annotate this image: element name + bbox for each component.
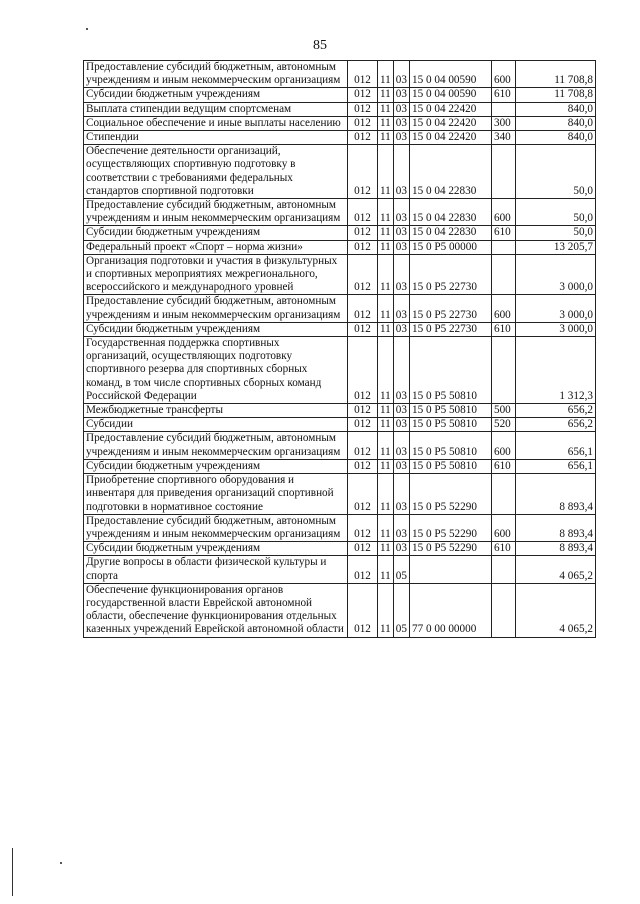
row-amount: 4 065,2 [515,556,595,583]
row-grbs-code: 012 [348,116,378,130]
table-row [84,432,596,459]
row-target-article: 15 0 P5 22730 [409,254,491,295]
row-name: Выплата стипендии ведущим спортсменам [84,102,348,116]
row-expense-type [491,254,515,295]
row-name: Субсидии [84,418,348,432]
row-subsection-code: 03 [393,295,409,322]
row-subsection-code: 03 [393,145,409,199]
row-grbs-code: 012 [348,337,378,404]
scan-dot [86,28,88,30]
row-section-code: 11 [378,102,394,116]
row-subsection-code: 03 [393,418,409,432]
row-target-article: 15 0 P5 22730 [409,295,491,322]
row-expense-type: 600 [491,61,515,88]
row-name: Субсидии бюджетным учреждениям [84,459,348,473]
row-subsection-code: 05 [393,583,409,637]
table-row [84,474,596,515]
row-amount: 11 708,8 [515,88,595,102]
row-amount: 840,0 [515,131,595,145]
row-expense-type [491,556,515,583]
row-grbs-code: 012 [348,145,378,199]
row-section-code: 11 [378,459,394,473]
row-target-article: 15 0 P5 50810 [409,459,491,473]
row-amount: 13 205,7 [515,240,595,254]
row-target-article: 15 0 04 22830 [409,145,491,199]
table-row [84,199,596,226]
table-row [84,226,596,240]
row-section-code: 11 [378,583,394,637]
row-section-code: 11 [378,556,394,583]
row-amount: 656,1 [515,432,595,459]
row-section-code: 11 [378,88,394,102]
row-expense-type: 520 [491,418,515,432]
row-grbs-code: 012 [348,102,378,116]
row-subsection-code: 03 [393,337,409,404]
row-grbs-code: 012 [348,254,378,295]
row-name: Другие вопросы в области физической культуры и спорта [84,556,348,583]
row-section-code: 11 [378,240,394,254]
row-amount: 8 893,4 [515,474,595,515]
row-section-code: 11 [378,404,394,418]
row-expense-type: 610 [491,322,515,336]
row-expense-type: 610 [491,88,515,102]
row-amount: 3 000,0 [515,322,595,336]
row-target-article: 15 0 04 22830 [409,226,491,240]
row-section-code: 11 [378,226,394,240]
row-expense-type [491,145,515,199]
row-grbs-code: 012 [348,322,378,336]
row-target-article: 15 0 P5 52290 [409,542,491,556]
table-row [84,542,596,556]
margin-line [12,848,13,896]
row-grbs-code: 012 [348,418,378,432]
row-section-code: 11 [378,61,394,88]
table-row [84,145,596,199]
row-name: Предоставление субсидий бюджетным, автономным учреждениям и иным некоммерческим организациям [84,199,348,226]
row-target-article: 15 0 04 22420 [409,131,491,145]
row-expense-type: 340 [491,131,515,145]
row-section-code: 11 [378,418,394,432]
table-row [84,556,596,583]
row-target-article: 15 0 04 22830 [409,199,491,226]
row-name: Социальное обеспечение и иные выплаты населению [84,116,348,130]
row-target-article: 15 0 P5 52290 [409,474,491,515]
row-subsection-code: 03 [393,404,409,418]
row-expense-type: 610 [491,542,515,556]
row-grbs-code: 012 [348,61,378,88]
row-target-article: 15 0 P5 00000 [409,240,491,254]
row-name: Стипендии [84,131,348,145]
table-row [84,583,596,637]
row-name: Предоставление субсидий бюджетным, автономным учреждениям и иным некоммерческим организациям [84,295,348,322]
table-row [84,254,596,295]
row-target-article: 77 0 00 00000 [409,583,491,637]
row-grbs-code: 012 [348,542,378,556]
row-subsection-code: 03 [393,102,409,116]
row-section-code: 11 [378,145,394,199]
row-amount: 8 893,4 [515,514,595,541]
row-target-article: 15 0 P5 50810 [409,337,491,404]
row-section-code: 11 [378,199,394,226]
row-amount: 50,0 [515,226,595,240]
row-subsection-code: 03 [393,61,409,88]
row-amount: 50,0 [515,199,595,226]
row-amount: 50,0 [515,145,595,199]
table-row [84,240,596,254]
row-target-article: 15 0 04 22420 [409,116,491,130]
row-expense-type [491,337,515,404]
row-subsection-code: 03 [393,131,409,145]
row-grbs-code: 012 [348,199,378,226]
row-grbs-code: 012 [348,556,378,583]
row-name: Субсидии бюджетным учреждениям [84,542,348,556]
table-row [84,116,596,130]
table-row [84,418,596,432]
row-subsection-code: 03 [393,240,409,254]
row-subsection-code: 03 [393,474,409,515]
row-target-article: 15 0 P5 22730 [409,322,491,336]
row-target-article: 15 0 P5 50810 [409,432,491,459]
row-section-code: 11 [378,254,394,295]
row-name: Приобретение спортивного оборудования и инвентаря для приведения организаций спортивной подготовки в нормативное состояние [84,474,348,515]
row-name: Предоставление субсидий бюджетным, автономным учреждениям и иным некоммерческим организациям [84,61,348,88]
row-expense-type: 600 [491,199,515,226]
row-section-code: 11 [378,474,394,515]
row-target-article [409,556,491,583]
row-subsection-code: 03 [393,322,409,336]
row-section-code: 11 [378,295,394,322]
row-grbs-code: 012 [348,459,378,473]
row-section-code: 11 [378,322,394,336]
page-number: 85 [313,38,327,53]
row-section-code: 11 [378,116,394,130]
table-row [84,337,596,404]
row-expense-type: 600 [491,514,515,541]
row-grbs-code: 012 [348,432,378,459]
row-name: Межбюджетные трансферты [84,404,348,418]
row-amount: 840,0 [515,116,595,130]
row-name: Федеральный проект «Спорт – норма жизни» [84,240,348,254]
row-name: Предоставление субсидий бюджетным, автономным учреждениям и иным некоммерческим организациям [84,514,348,541]
row-grbs-code: 012 [348,131,378,145]
row-expense-type: 600 [491,295,515,322]
table-row [84,404,596,418]
row-section-code: 11 [378,337,394,404]
row-expense-type: 600 [491,432,515,459]
table-row [84,131,596,145]
row-target-article: 15 0 P5 52290 [409,514,491,541]
table-row [84,88,596,102]
row-amount: 656,2 [515,418,595,432]
table-row [84,61,596,88]
row-grbs-code: 012 [348,404,378,418]
row-grbs-code: 012 [348,226,378,240]
row-subsection-code: 05 [393,556,409,583]
row-target-article: 15 0 04 00590 [409,88,491,102]
table-row [84,459,596,473]
scan-dot [60,862,62,864]
row-subsection-code: 03 [393,254,409,295]
row-grbs-code: 012 [348,474,378,515]
row-amount: 11 708,8 [515,61,595,88]
row-amount: 656,1 [515,459,595,473]
row-subsection-code: 03 [393,199,409,226]
row-name: Обеспечение деятельности организаций, осуществляющих спортивную подготовку в соответствии с требованиями федеральных стандартов спортивной подготовки [84,145,348,199]
row-grbs-code: 012 [348,88,378,102]
row-grbs-code: 012 [348,295,378,322]
row-expense-type [491,102,515,116]
row-expense-type: 500 [491,404,515,418]
row-name: Обеспечение функционирования органов государственной власти Еврейской автономной области, обеспечение функционирования отдельных казенных учреждений Еврейской автономной области [84,583,348,637]
row-expense-type: 610 [491,459,515,473]
row-section-code: 11 [378,432,394,459]
row-target-article: 15 0 04 22420 [409,102,491,116]
row-subsection-code: 03 [393,542,409,556]
table-row [84,102,596,116]
table-row [84,295,596,322]
row-subsection-code: 03 [393,226,409,240]
table-row [84,514,596,541]
row-name: Субсидии бюджетным учреждениям [84,88,348,102]
row-grbs-code: 012 [348,240,378,254]
row-section-code: 11 [378,542,394,556]
row-amount: 656,2 [515,404,595,418]
row-expense-type [491,240,515,254]
row-grbs-code: 012 [348,514,378,541]
row-expense-type: 300 [491,116,515,130]
row-section-code: 11 [378,514,394,541]
row-name: Субсидии бюджетным учреждениям [84,322,348,336]
table-row [84,322,596,336]
row-subsection-code: 03 [393,88,409,102]
row-target-article: 15 0 P5 50810 [409,418,491,432]
row-amount: 3 000,0 [515,254,595,295]
row-subsection-code: 03 [393,116,409,130]
budget-table-body [84,61,596,638]
row-subsection-code: 03 [393,514,409,541]
row-subsection-code: 03 [393,432,409,459]
row-name: Государственная поддержка спортивных организаций, осуществляющих подготовку спортивного резерва для спортивных сборных команд, в том числе спортивных сборных команд Российской Федерации [84,337,348,404]
row-name: Предоставление субсидий бюджетным, автономным учреждениям и иным некоммерческим организациям [84,432,348,459]
row-amount: 1 312,3 [515,337,595,404]
row-subsection-code: 03 [393,459,409,473]
row-grbs-code: 012 [348,583,378,637]
row-name: Организация подготовки и участия в физкультурных и спортивных мероприятиях межрегионального, всероссийского и международного уровней [84,254,348,295]
row-amount: 8 893,4 [515,542,595,556]
row-name: Субсидии бюджетным учреждениям [84,226,348,240]
row-expense-type: 610 [491,226,515,240]
row-amount: 4 065,2 [515,583,595,637]
budget-table [83,60,596,638]
row-amount: 840,0 [515,102,595,116]
row-target-article: 15 0 04 00590 [409,61,491,88]
row-expense-type [491,583,515,637]
row-target-article: 15 0 P5 50810 [409,404,491,418]
row-amount: 3 000,0 [515,295,595,322]
row-section-code: 11 [378,131,394,145]
row-expense-type [491,474,515,515]
